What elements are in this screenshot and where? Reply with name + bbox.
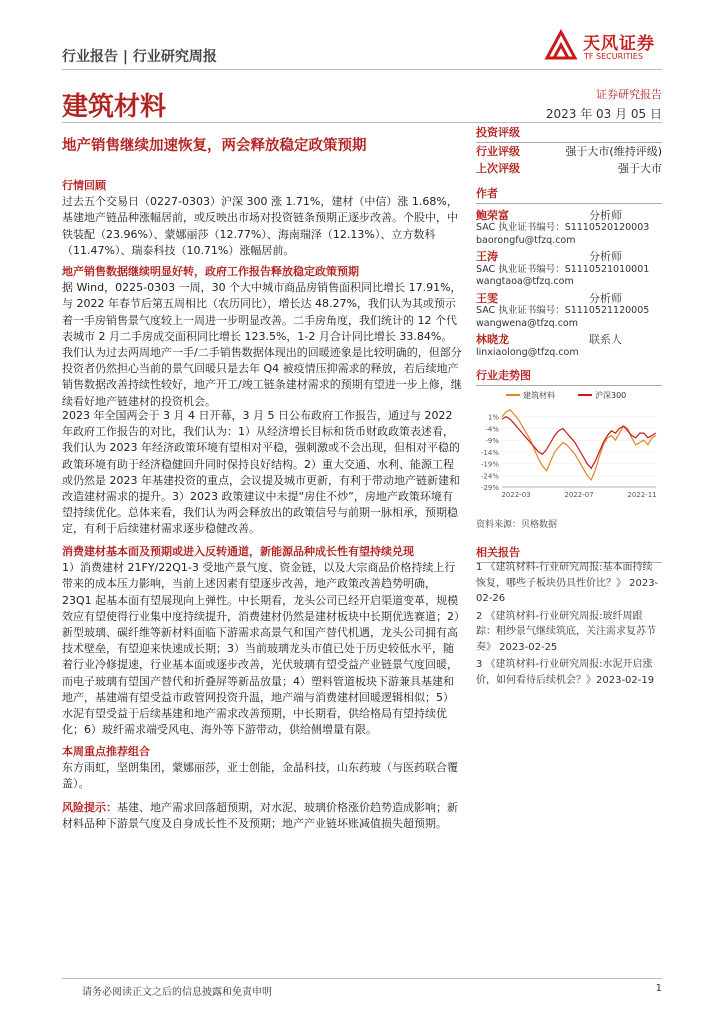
y-tick-label: -24% <box>480 472 499 481</box>
report-headline: 地产销售继续加速恢复，两会释放稳定政策预期 <box>62 138 367 154</box>
x-tick-label: 2022-03 <box>501 491 531 499</box>
rating-panel <box>476 124 662 177</box>
section-heading: 地产销售数据继续明显好转，政府工作报告释放稳定政策预期 <box>62 265 359 278</box>
related-heading: 相关报告 <box>476 544 662 563</box>
report-kind: 行业报告 | 行业研究周报 <box>62 49 217 65</box>
author-name: 王涛 <box>476 250 498 263</box>
section-text: 过去五个交易日（0227-0303）沪深 300 涨 1.71%，建材（中信）涨 1.68%，基建地产链品种涨幅居前，或反映出市场对投资链条预期正逐步改善。个股中，中铁装配（23.96%）、蒙娜丽莎（12.77%）、海南瑞泽（12.13%）、立方数科（11.47%）、瑞泰科技（10.71%）涨幅居前。 <box>62 195 458 257</box>
rating-key: 上次评级 <box>476 162 520 175</box>
author-name-row <box>476 210 662 223</box>
rating-value: 强于大市 <box>618 162 662 175</box>
report-date: 2023 年 03 月 05 日 <box>545 107 662 121</box>
author-name: 鲍荣富 <box>476 208 509 222</box>
section-consumer-materials <box>62 544 462 738</box>
trend-heading: 行业走势图 <box>476 367 662 386</box>
section-heading: 行情回顾 <box>62 179 106 192</box>
y-tick-label: -4% <box>485 425 499 434</box>
author-name-row <box>476 251 662 264</box>
section-heading: 风险提示： <box>62 801 117 814</box>
author-role: 联系人 <box>589 333 622 346</box>
y-tick-label: -29% <box>480 484 499 492</box>
section-risk <box>62 800 462 832</box>
chart-source: 资料来源：贝格数据 <box>476 520 558 530</box>
top-divider <box>62 69 662 70</box>
company-logo <box>543 26 673 66</box>
trend-chart-svg <box>476 387 662 512</box>
section-property-sales <box>62 264 462 410</box>
author-name-row <box>476 334 662 347</box>
title-divider <box>62 122 662 123</box>
author-email[interactable]: wangwena@tfzq.com <box>476 317 578 329</box>
logo-name-cn: 天风证券 <box>583 34 655 54</box>
section-portfolio <box>62 744 462 793</box>
y-tick-label: -19% <box>480 460 499 469</box>
y-tick-label: -14% <box>480 448 499 457</box>
rating-value: 强于大市(维持评级) <box>565 145 662 158</box>
related-list <box>476 560 662 690</box>
sector-title: 建筑材料 <box>62 92 167 122</box>
section-heading: 消费建材基本面及预期或进入反转通道，新能源品种成长性有望持续兑现 <box>62 545 414 558</box>
section-heading: 本周重点推荐组合 <box>62 745 150 758</box>
section-text: 2023 年全国两会于 3 月 4 日开幕，3 月 5 日公布政府工作报告，通过与 2022 年政府工作报告的对比，我们认为：1）从经济增长目标和货币财政政策表述看，我们认为 2023 年经济政策环境有望相对平稳，强刺激或不会出现，但相对平稳的政策环境有助于经济稳健回升同时保持良好结构。2）重大交通、水利、能源工程或仍然是 2023 年基建投资的重点，会议提及城市更新，有利于带动地产链新建和改造建材需求的提升。3）2023 政策建议中未提“房住不炒”，房地产政策环境有望持续优化。总体来看，我们认为两会释放出的政策信号与前期一脉相承，预期稳定，有利于后续建材需求逐步稳健改善。 <box>62 409 460 536</box>
section-two-sessions <box>62 408 462 538</box>
rating-row <box>476 160 662 177</box>
author-name-row <box>476 293 662 306</box>
author-sac: SAC 执业证书编号：S1110521010001 <box>476 263 650 275</box>
author-email[interactable]: wangtaoa@tfzq.com <box>476 276 574 287</box>
author-role: 分析师 <box>589 250 622 263</box>
author-sac: SAC 执业证书编号：S1110520120003 <box>476 222 650 233</box>
author-role: 分析师 <box>589 291 622 305</box>
report-type: 证券研究报告 <box>596 88 662 101</box>
footer-disclaimer[interactable]: 请务必阅读正文之后的信息披露和免责申明 <box>82 987 272 998</box>
logo-name-en: TF SECURITIES <box>584 52 643 61</box>
section-text: 东方雨虹，坚朗集团，蒙娜丽莎，亚士创能，金晶科技，山东药玻（与医药联合覆盖）。 <box>62 761 458 791</box>
trend-chart <box>476 387 662 512</box>
author-email[interactable]: baorongfu@tfzq.com <box>476 234 576 246</box>
author-sac: SAC 执业证书编号：S1110521120005 <box>476 305 650 316</box>
legend-label: 沪深300 <box>595 391 627 400</box>
footer-divider <box>62 978 662 979</box>
author-role: 分析师 <box>589 208 622 222</box>
page-number: 1 <box>655 983 662 994</box>
rating-key: 行业评级 <box>476 145 520 158</box>
section-text: 1）消费建材 21FY/22Q1-3 受地产景气度、资金链，以及大宗商品价格持续上行带来的成本压力影响，当前上述因素有望逐步改善，地产政策改善趋势明确，23Q1 起基本面有望展现向上弹性。中长期看，龙头公司已经开启渠道变革，规模效应有望使得行业集中度持续提升，消费建材仍然是建材板块中长期优选赛道；2）新型玻璃、碳纤维等新材料面临下游需求高景气和国产替代机遇，龙头公司拥有高技术壁垒，有望迎来快速成长期；3）当前玻璃龙头市值已处于历史较低水平，随着行业冷修提速，行业基本面或逐步改善，光伏玻璃有望受益产业链景气度回暖，而电子玻璃有望国产替代和折叠屏等新品放量；4）塑料管道板块下游兼具基建和地产，基建端有望受益市政管网投资升温，地产端与消费建材回暖逻辑相似；5）水泥有望受益于后续基建和地产需求改善预期，中长期看，供给格局有望持续优化；6）玻纤需求端受风电、海外等下游带动，供给侧增量有限。 <box>62 561 460 737</box>
legend-label: 建筑材料 <box>523 391 555 400</box>
author-name: 王雯 <box>476 291 498 305</box>
x-tick-label: 2022-07 <box>564 491 594 499</box>
related-item[interactable]: 3 《建筑材料-行业研究周报:水泥开启涨价，如何看待后续机会？》2023-02-19 <box>476 659 655 686</box>
tf-logo-icon <box>543 28 579 62</box>
author-email[interactable]: linxiaolong@tfzq.com <box>476 346 579 358</box>
authors-panel <box>476 188 662 359</box>
related-item[interactable]: 2 《建筑材料-行业研究周报:玻纤周跟踪：粗纱景气继续筑底，关注需求复苏节奏》 2023-02-25 <box>476 610 656 653</box>
x-tick-label: 2022-11 <box>627 491 657 499</box>
authors-heading: 作者 <box>476 188 662 204</box>
related-item[interactable]: 1 《建筑材料-行业研究周报:基本面持续恢复，哪些子板块仍具性价比？》 2023-02-26 <box>476 562 659 604</box>
series-line <box>502 410 656 480</box>
author-name: 林晓龙 <box>476 333 509 346</box>
section-text: 据 Wind，0225-0303 一周，30 个大中城市商品房销售面积同比增长 17.91%，与 2022 年春节后第五周相比（农历同比），增长达 48.27%，我们认为其或预示着一手房销售景气度较上一周进一步明显改善。二手房角度，我们统计的 12 个代表城市 2 月二手房成交面积同比增长 123.5%，1-2 月合计同比增长 33.84%。我们认为过去两周地产一手/二手销售数据体现出的回暖迹象是比较明确的，但部分投资者仍然担心当前的景气回暖只是去年 Q4 被疫情压抑需求的释放，若后续地产销售数据改善持续性较好，地产开工/竣工链条建材需求的预期有望进一步上修，继续看好地产链建材的投资机会。 <box>62 281 462 408</box>
rating-heading: 投资评级 <box>476 124 662 143</box>
y-tick-label: -9% <box>485 437 499 446</box>
rating-row <box>476 143 662 160</box>
section-text: 基建、地产需求回落超预期，对水泥、玻璃价格涨价趋势造成影响；新材料品种下游景气度及自身成长性不及预期；地产产业链坏账减值损失超预期。 <box>62 801 458 831</box>
y-tick-label: 1% <box>487 413 499 422</box>
section-market-review <box>62 178 462 259</box>
